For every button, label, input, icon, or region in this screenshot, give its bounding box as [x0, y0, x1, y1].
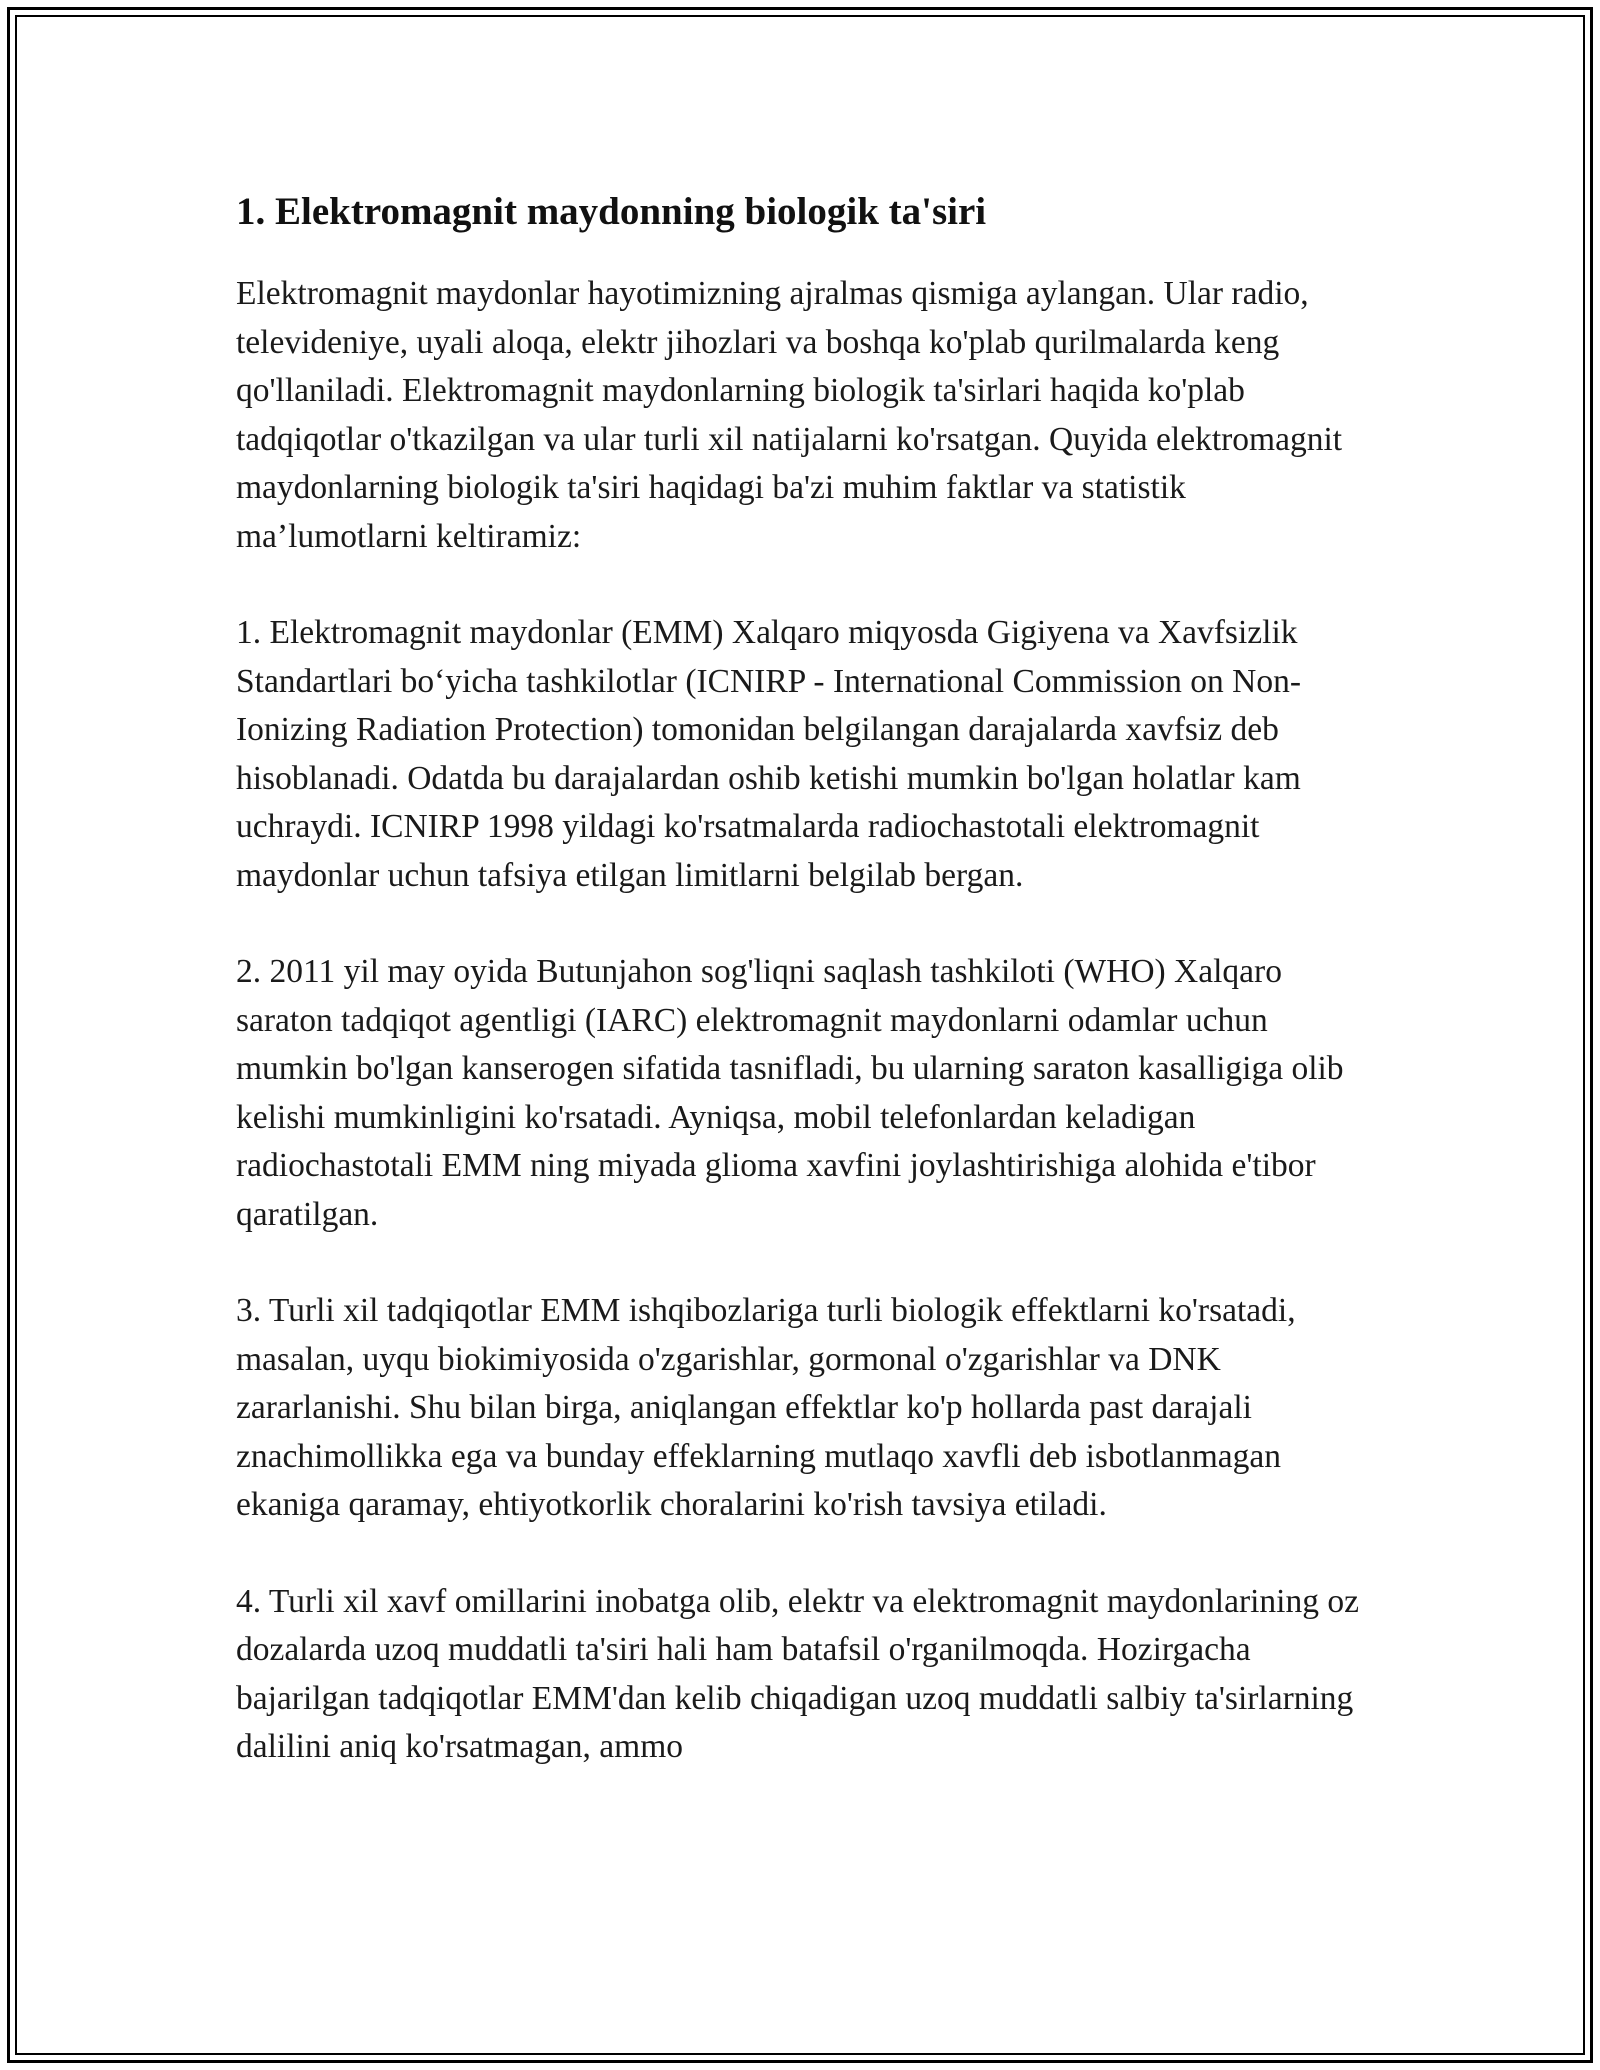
section-heading: 1. Elektromagnit maydonning biologik ta'siri: [236, 190, 987, 233]
fact-paragraph-4: 4. Turli xil xavf omillarini inobatga olib, elektr va elektromagnit maydonlarining oz dozalarda uzoq muddatli ta'siri hali ham batafsil o'rganilmoqda. Hozirgacha bajarilgan tadqiqotlar EMM'dan kelib chiqadigan uzoq muddatli salbiy ta'sirlarning dalilini aniq ko'rsatmagan, ammo: [236, 1582, 1359, 1765]
fact-paragraph-1: 1. Elektromagnit maydonlar (EMM) Xalqaro miqyosda Gigiyena va Xavfsizlik Standartlari bo‘yicha tashkilotlar (ICNIRP - International Commission on Non-Ionizing Radiation Protection) tomonidan belgilangan darajalarda xavfsiz deb hisoblanadi. Odatda bu darajalardan oshib ketishi mumkin bo'lgan holatlar kam uchraydi. ICNIRP 1998 yildagi ko'rsatmalarda radiochastotali elektromagnit maydonlar uchun tafsiya etilgan limitlarni belgilab bergan.: [236, 614, 1301, 894]
document-body: [236, 186, 1376, 1820]
intro-paragraph: Elektromagnit maydonlar hayotimizning ajralmas qismiga aylangan. Ular radio, televideniye, uyali aloqa, elektr jihozlari va boshqa ko'plab qurilmalarda keng qo'llaniladi. Elektromagnit maydonlarning biologik ta'sirlari haqida ko'plab tadqiqotlar o'tkazilgan va ular turli xil natijalarni ko'rsatgan. Quyida elektromagnit maydonlarning biologik ta'siri haqidagi ba'zi muhim faktlar va statistik ma’lumotlarni keltiramiz:: [236, 275, 1343, 555]
fact-paragraph-2: 2. 2011 yil may oyida Butunjahon sog'liqni saqlash tashkiloti (WHO) Xalqaro saraton tadqiqot agentligi (IARC) elektromagnit maydonlarni odamlar uchun mumkin bo'lgan kanserogen sifatida tasnifladi, bu ularning saraton kasalligiga olib kelishi mumkinligini ko'rsatadi. Ayniqsa, mobil telefonlardan keladigan radiochastotali EMM ning miyada glioma xavfini joylashtirishiga alohida e'tibor qaratilgan.: [236, 953, 1344, 1233]
fact-paragraph-3: 3. Turli xil tadqiqotlar EMM ishqibozlariga turli biologik effektlarni ko'rsatadi, masalan, uyqu biokimiyosida o'zgarishlar, gormonal o'zgarishlar va DNK zararlanishi. Shu bilan birga, aniqlangan effektlar ko'p hollarda past darajali znachimollikka ega va bunday effeklarning mutlaqo xavfli deb isbotlanmagan ekaniga qaramay, ehtiyotkorlik choralarini ko'rish tavsiya etiladi.: [236, 1292, 1296, 1523]
